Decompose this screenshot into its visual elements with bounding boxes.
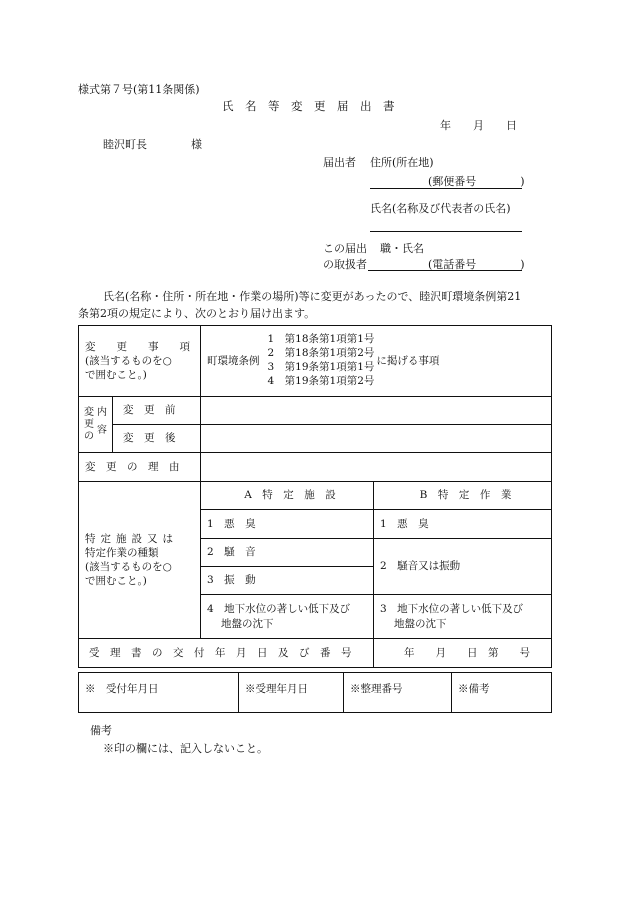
col-a-header: A 特 定 施 設 — [201, 482, 374, 510]
remarks-cell: ※備考 — [452, 673, 552, 713]
article-item[interactable]: 1 第18条第1項第1号 — [267, 333, 375, 346]
a-item-noise[interactable]: 2 騒 音 — [201, 539, 374, 567]
notes-heading: 備考 — [90, 724, 112, 737]
receipt-label: 受 理 書 の 交 付 年 月 日 及 び 番 号 — [79, 639, 374, 668]
intro-line-2: 条第2項の規定により、次のとおり届け出ます。 — [78, 307, 316, 320]
reason-label: 変 更 の 理 由 — [79, 453, 201, 482]
notification-table — [78, 325, 552, 668]
form-number: 様式第７号(第11条関係) — [78, 83, 200, 96]
b-item-groundwater[interactable]: 3 地下水位の著しい低下及び 地盤の沈下 — [374, 595, 552, 639]
change-content-label: 変 更 の 内 容 — [79, 397, 113, 453]
postal-label: (郵便番号 ) — [428, 175, 525, 188]
after-label: 変 更 後 — [113, 425, 201, 453]
a-item-groundwater[interactable]: 4 地下水位の著しい低下及び 地盤の沈下 — [201, 595, 374, 639]
handler-label-1: この届出 — [323, 242, 367, 255]
a-item-vibration[interactable]: 3 振 動 — [201, 567, 374, 595]
article-item[interactable]: 3 第19条第1項第1号 — [267, 361, 375, 373]
before-input[interactable] — [201, 397, 552, 425]
notes-line-1: ※印の欄には、記入しないこと。 — [103, 742, 268, 755]
handler-line[interactable] — [368, 270, 522, 271]
article-list[interactable] — [268, 333, 375, 388]
address-line[interactable] — [370, 188, 522, 189]
handler-label-2: の取扱者 — [323, 258, 367, 271]
a-item-odor[interactable]: 1 悪 臭 — [201, 510, 374, 539]
position-label: 職・氏名 — [380, 242, 424, 255]
page-title: 氏 名 等 変 更 届 出 書 — [222, 99, 395, 113]
after-input[interactable] — [201, 425, 552, 453]
b-item-noise-vibration[interactable]: 2 騒音又は振動 — [374, 539, 552, 595]
article-item[interactable]: 2 第18条第1項第2号 — [267, 347, 375, 360]
reg-number-cell: ※整理番号 — [344, 673, 452, 713]
address-label: 住所(所在地) — [370, 156, 434, 169]
col-b-header: B 特 定 作 業 — [374, 482, 552, 510]
receipt-value[interactable]: 年 月 日 第 号 — [374, 639, 552, 668]
change-item-cell[interactable] — [201, 326, 552, 397]
received-date-cell: ※ 受付年月日 — [79, 673, 239, 713]
before-label: 変 更 前 — [113, 397, 201, 425]
date-field[interactable]: 年 月 日 — [440, 119, 517, 132]
change-item-label: 変 更 事 項 (該当するものを○ で囲むこと。) — [79, 326, 201, 397]
phone-label: (電話番号 ) — [428, 258, 525, 271]
applicant-label: 届出者 — [323, 156, 356, 169]
name-label: 氏名(名称及び代表者の氏名) — [370, 202, 511, 215]
intro-line-1: 氏名(名称・住所・所在地・作業の場所)等に変更があったので、睦沢町環境条例第21 — [103, 290, 522, 303]
b-item-odor[interactable]: 1 悪 臭 — [374, 510, 552, 539]
name-line[interactable] — [370, 231, 522, 232]
article-suffix: に掲げる事項 — [376, 354, 440, 367]
article-item[interactable]: 4 第19条第1項第2号 — [267, 374, 375, 387]
office-use-table — [78, 672, 552, 713]
ordinance-label: 町環境条例 — [207, 354, 260, 367]
addressee: 睦沢町長 様 — [103, 138, 202, 151]
accepted-date-cell: ※受理年月日 — [239, 673, 344, 713]
type-label: 特定施設又は 特定作業の種類 (該当するものを○ で囲むこと。) — [79, 482, 201, 639]
reason-input[interactable] — [201, 453, 552, 482]
